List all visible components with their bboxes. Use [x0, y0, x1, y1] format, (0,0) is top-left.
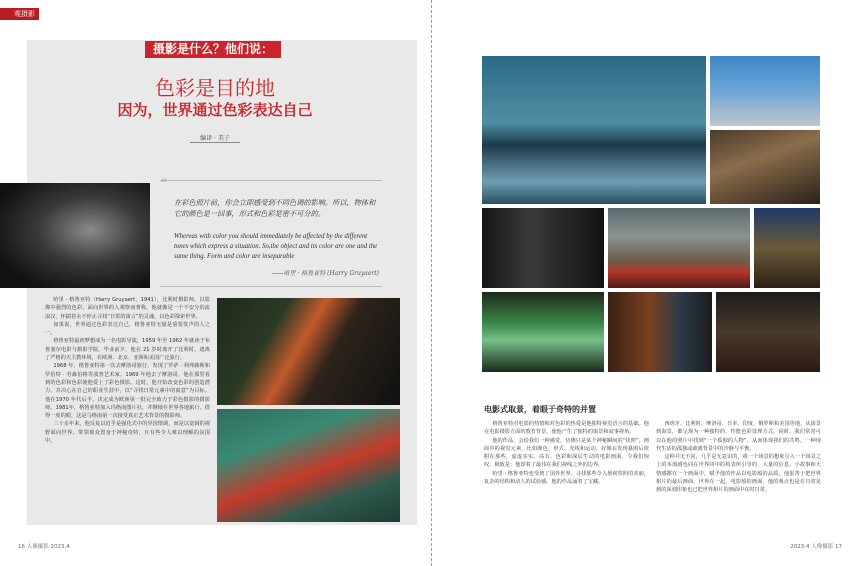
pull-quote: [160, 177, 382, 287]
paragraph: 如果说，世界通过色彩表达自己，格鲁亚特无疑是重要发声的人之一。: [45, 321, 210, 337]
section-tag: 观摄影: [0, 8, 39, 20]
page-folio-right: 2023.4 人像摄影 17: [790, 544, 842, 550]
right-body-column-1: [484, 420, 649, 486]
series-banner: 摄影是什么？他们说：: [145, 41, 281, 58]
paragraph: 他的作品，会给我们一种感觉，仿佛只是某个神秘瞬间的“快照”，画面中的视觉元素，比如颜色、形式、光线和运动，好像在发现暴雨后依附在那些，虚虚实实，高有、色彩和深层生动的电影画面，令我们惊叹。极致是：他却着了最伟在我们视线之外的边界。: [484, 437, 649, 469]
section-heading: 电影式取景，着眼于奇特的并置: [484, 405, 596, 414]
photo-seaside-umbrella: [482, 56, 706, 204]
quote-english: Whereas with color you should immediately be affected by the different tones which express a situation. So,the object and its color are one and the same thing. Form and color are inseparable: [174, 233, 378, 260]
photo-window-light: [217, 298, 400, 405]
quote-mark-icon: “: [160, 177, 168, 193]
photo-blue-room: [710, 56, 820, 126]
photo-red-car: [608, 208, 750, 288]
paragraph: 哈里 · 格鲁亚特也受到了国外世界，寻找那些令人愿视察照的美丽，复杂的结构和动人的试验感。他的作品涌着了宝藏。: [484, 470, 649, 486]
photo-market-people: [608, 292, 712, 372]
paragraph: 西班牙、比利时、摩洛哥、日本、印度、俄罗斯和美国等地，从街景到海景，都呈现为一种独特的、性能色彩处理方式。同时，我们常常可以在他的照片中找到“一个孤独的人物”，从而体现我们的共鸣。一种现代生活的孤独或疏离背景中的冷静与平衡。: [656, 421, 821, 452]
photo-green-window: [482, 292, 604, 372]
photo-dark-street: [482, 208, 604, 288]
photo-seated-men: [716, 292, 820, 372]
article-title: 色彩是目的地: [155, 76, 275, 100]
article-subtitle: 因为，世界通过色彩表达自己: [117, 101, 313, 119]
paragraph: 哈里 · 格鲁亚特（Harry Gruyaert，1941），比利时摄影师。以影像中强烈的色彩、面向世界的人观察而著称。他就像是一个不安分的流浪汉，怀揣着永不停止寻找“日常的寓言”的灵魂，以色彩探索世界。: [45, 297, 210, 320]
photo-night-tower: [754, 208, 820, 288]
translator-credit: 编译 · 美子: [200, 135, 230, 142]
right-body-column-2: [656, 420, 821, 495]
paragraph: 1968 年，格鲁亚特第一次去摩洛哥旅行，发现了罗萨 · 利弗藤斯和罗伯特 · 劳森伯格等波普艺术家。1969 年他去了摩洛哥，他在那里看到的色彩和色彩使他爱上了彩色摄影。这时，他开始改变色彩的创造潜力，并决心在自己的职业生涯中，以“寻找日常元素中的寓意”为目标。他在1970 年代后半，决定成为欧洲第一批完全致力于彩色摄影的摄影师。1981年，格鲁亚特加入玛格南图片社，并继续在世界各地旅行，借得一度的眼，这是马格南第一次接受真正艺术背景的摄影师。: [45, 363, 210, 420]
photographer-portrait: [0, 183, 150, 288]
left-body-text: [45, 296, 210, 445]
photo-green-stalls: [217, 409, 400, 522]
page-folio-left: 16 人像摄影 2023.4: [18, 544, 70, 550]
photo-shop-figure: [710, 130, 820, 204]
paragraph: 格鲁亚特最初梦想成为一名电影导演，1959 年至 1962 年就读于布鲁塞尔电影与摄影学院。毕业前夕，他在 21 岁时离开了比利时，逃离了严格的天主教环境，在欧洲、北京、亚洲和美国广泛旅行。: [45, 338, 210, 362]
paragraph: 这种并无不同，几乎是无意识的，将一个场景的想象引入一个场景之上的本部感也同在世界同中的构表所引导的，大量的信息，小故事和大情感都在一个画面中，赋予他的作品以电影般的品质。他很善于把世界相片的最后画面，世界在一起，电影般的画面，他的观点也是在日常见到的深刻印象也已把世界相片的画面中在时日常。: [656, 454, 821, 494]
paragraph: 格鲁亚特对电影的热情和对色彩的热爱是他独特视觉语言的基础。他在电影摄影方面的教育背景，使他产生了独特的取景和叙事视角。: [484, 421, 649, 436]
paragraph: 三十多年来，他反复以近乎是强化式中的异国情调，而是以宽阔的视野面向世界。带领观众置身于神秘奇特，且有些令人难以理解的氛围中。: [45, 421, 210, 445]
credit-divider: [190, 142, 240, 143]
page-fold: [431, 0, 432, 566]
quote-attribution: ——哈里 · 格鲁亚特 (Harry Gruyaert): [271, 270, 379, 277]
right-page: [434, 0, 860, 566]
quote-chinese: 在彩色照片前，你会立即感受到不同色调的影响。所以，物体和它的颜色是一回事，形式和色彩是密不可分的。: [174, 198, 376, 218]
